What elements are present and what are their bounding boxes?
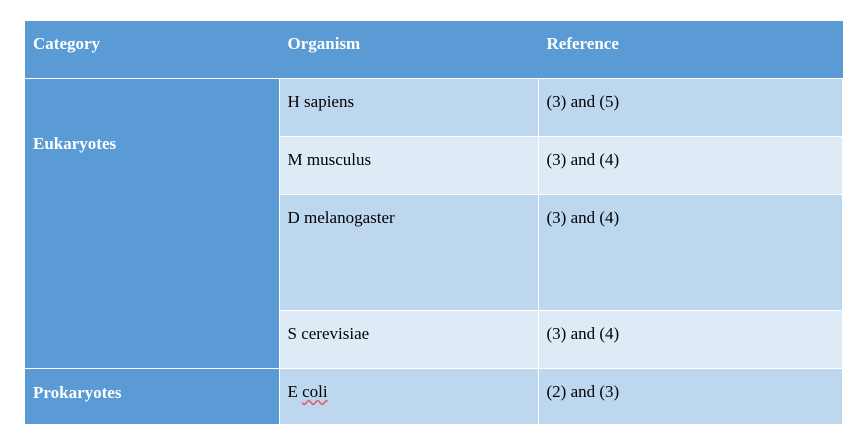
reference-cell: (3) and (5): [538, 78, 842, 136]
table-row: [25, 78, 842, 136]
header-organism: Organism: [279, 21, 538, 78]
organism-reference-table: [25, 21, 843, 425]
organism-cell: H sapiens: [279, 78, 538, 136]
spellcheck-flagged-word[interactable]: coli: [302, 381, 328, 401]
reference-cell: (3) and (4): [538, 194, 842, 310]
table-header-row: [25, 21, 842, 78]
organism-cell: D melanogaster: [279, 194, 538, 310]
category-cell-prokaryotes: Prokaryotes: [25, 368, 279, 424]
reference-cell: (3) and (4): [538, 136, 842, 194]
category-cell-eukaryotes: Eukaryotes: [25, 78, 279, 368]
organism-cell: S cerevisiae: [279, 310, 538, 368]
header-reference: Reference: [538, 21, 842, 78]
organism-cell: [279, 368, 538, 424]
reference-cell: (2) and (3): [538, 368, 842, 424]
reference-cell: (3) and (4): [538, 310, 842, 368]
organism-cell: M musculus: [279, 136, 538, 194]
organism-genus: E: [287, 381, 298, 401]
header-category: Category: [25, 21, 279, 78]
table-row: [25, 368, 842, 424]
